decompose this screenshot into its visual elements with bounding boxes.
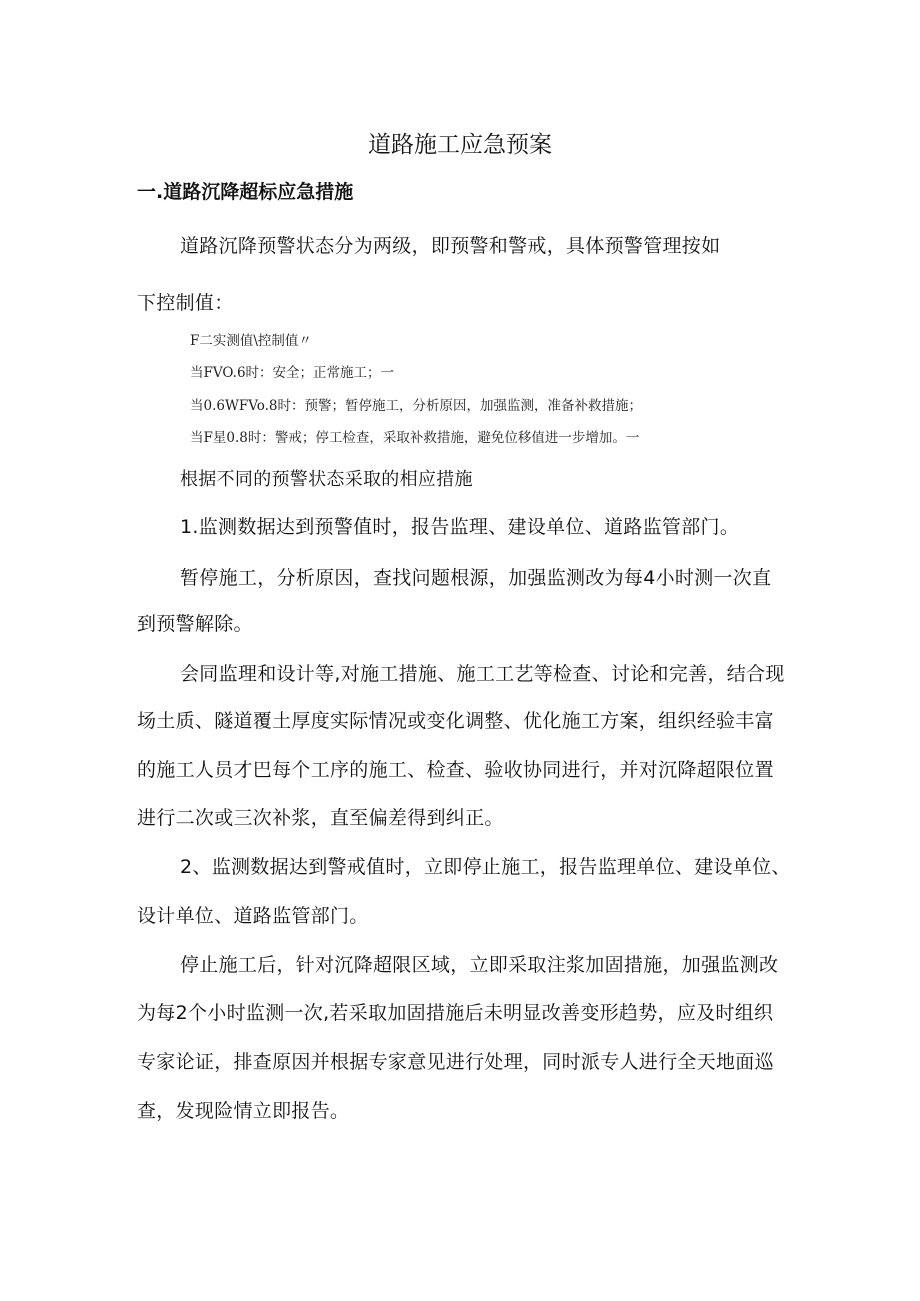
condition-warning: 当0.6WFVo.8时：预警；暂停施工，分析原因，加强监测，准备补救措施； — [190, 398, 642, 414]
measures-intro: 根据不同的预警状态采取的相应措施 — [180, 469, 473, 490]
intro-line-2: 下控制值： — [137, 292, 234, 314]
item-1-paragraph-2-line-4: 进行二次或三次补浆，直至偏差得到纠正。 — [137, 807, 504, 829]
item-1-paragraph-2-line-3: 的施工人员才巴每个工序的施工、检查、验收协同进行，并对沉降超限位置 — [137, 759, 774, 781]
item-2-paragraph-line-1: 停止施工后，针对沉降超限区域，立即采取注浆加固措施，加强监测改 — [180, 954, 779, 976]
item-2-paragraph-line-3: 专家论证，排查原因并根据专家意见进行处理，同时派专人进行全天地面巡 — [137, 1051, 774, 1073]
section-1-heading: 一.道路沉降超标应急措施 — [137, 181, 354, 203]
condition-alert: 当F星0.8时：警戒；停工检查，采取补救措施，避免位移值进一步增加。一 — [190, 430, 640, 446]
item-1-paragraph-2-line-2: 场土质、隧道覆土厚度实际情况或变化调整、优化施工方案，组织经验丰富 — [137, 710, 774, 732]
formula-line: F二实测值\控制值〃 — [190, 333, 312, 349]
item-2-heading-line-1: 2、监测数据达到警戒值时，立即停止施工，报告监理单位、建设单位、 — [180, 856, 791, 878]
document-title: 道路施工应急预案 — [368, 132, 552, 158]
item-1-paragraph-2-line-1: 会同监理和设计等,对施工措施、施工工艺等检查、讨论和完善，结合现 — [180, 663, 785, 685]
item-1-heading: 1.监测数据达到预警值时，报告监理、建设单位、道路监管部门。 — [180, 516, 740, 538]
item-2-heading-line-2: 设计单位、道路监管部门。 — [137, 905, 369, 927]
item-1-paragraph-1-line-2: 到预警解除。 — [137, 613, 253, 635]
item-2-paragraph-line-4: 查，发现险情立即报告。 — [137, 1100, 350, 1122]
item-2-paragraph-line-2: 为每2个小时监测一次,若采取加固措施后未明显改善变形趋势，应及时组织 — [137, 1002, 774, 1024]
item-1-paragraph-1-line-1: 暂停施工，分析原因，查找问题根源，加强监测改为每4小时测一次直 — [180, 567, 772, 589]
intro-line-1: 道路沉降预警状态分为两级，即预警和警戒，具体预警管理按如 — [180, 235, 721, 257]
condition-safe: 当FVO.6时：安全；正常施工；一 — [190, 365, 395, 381]
